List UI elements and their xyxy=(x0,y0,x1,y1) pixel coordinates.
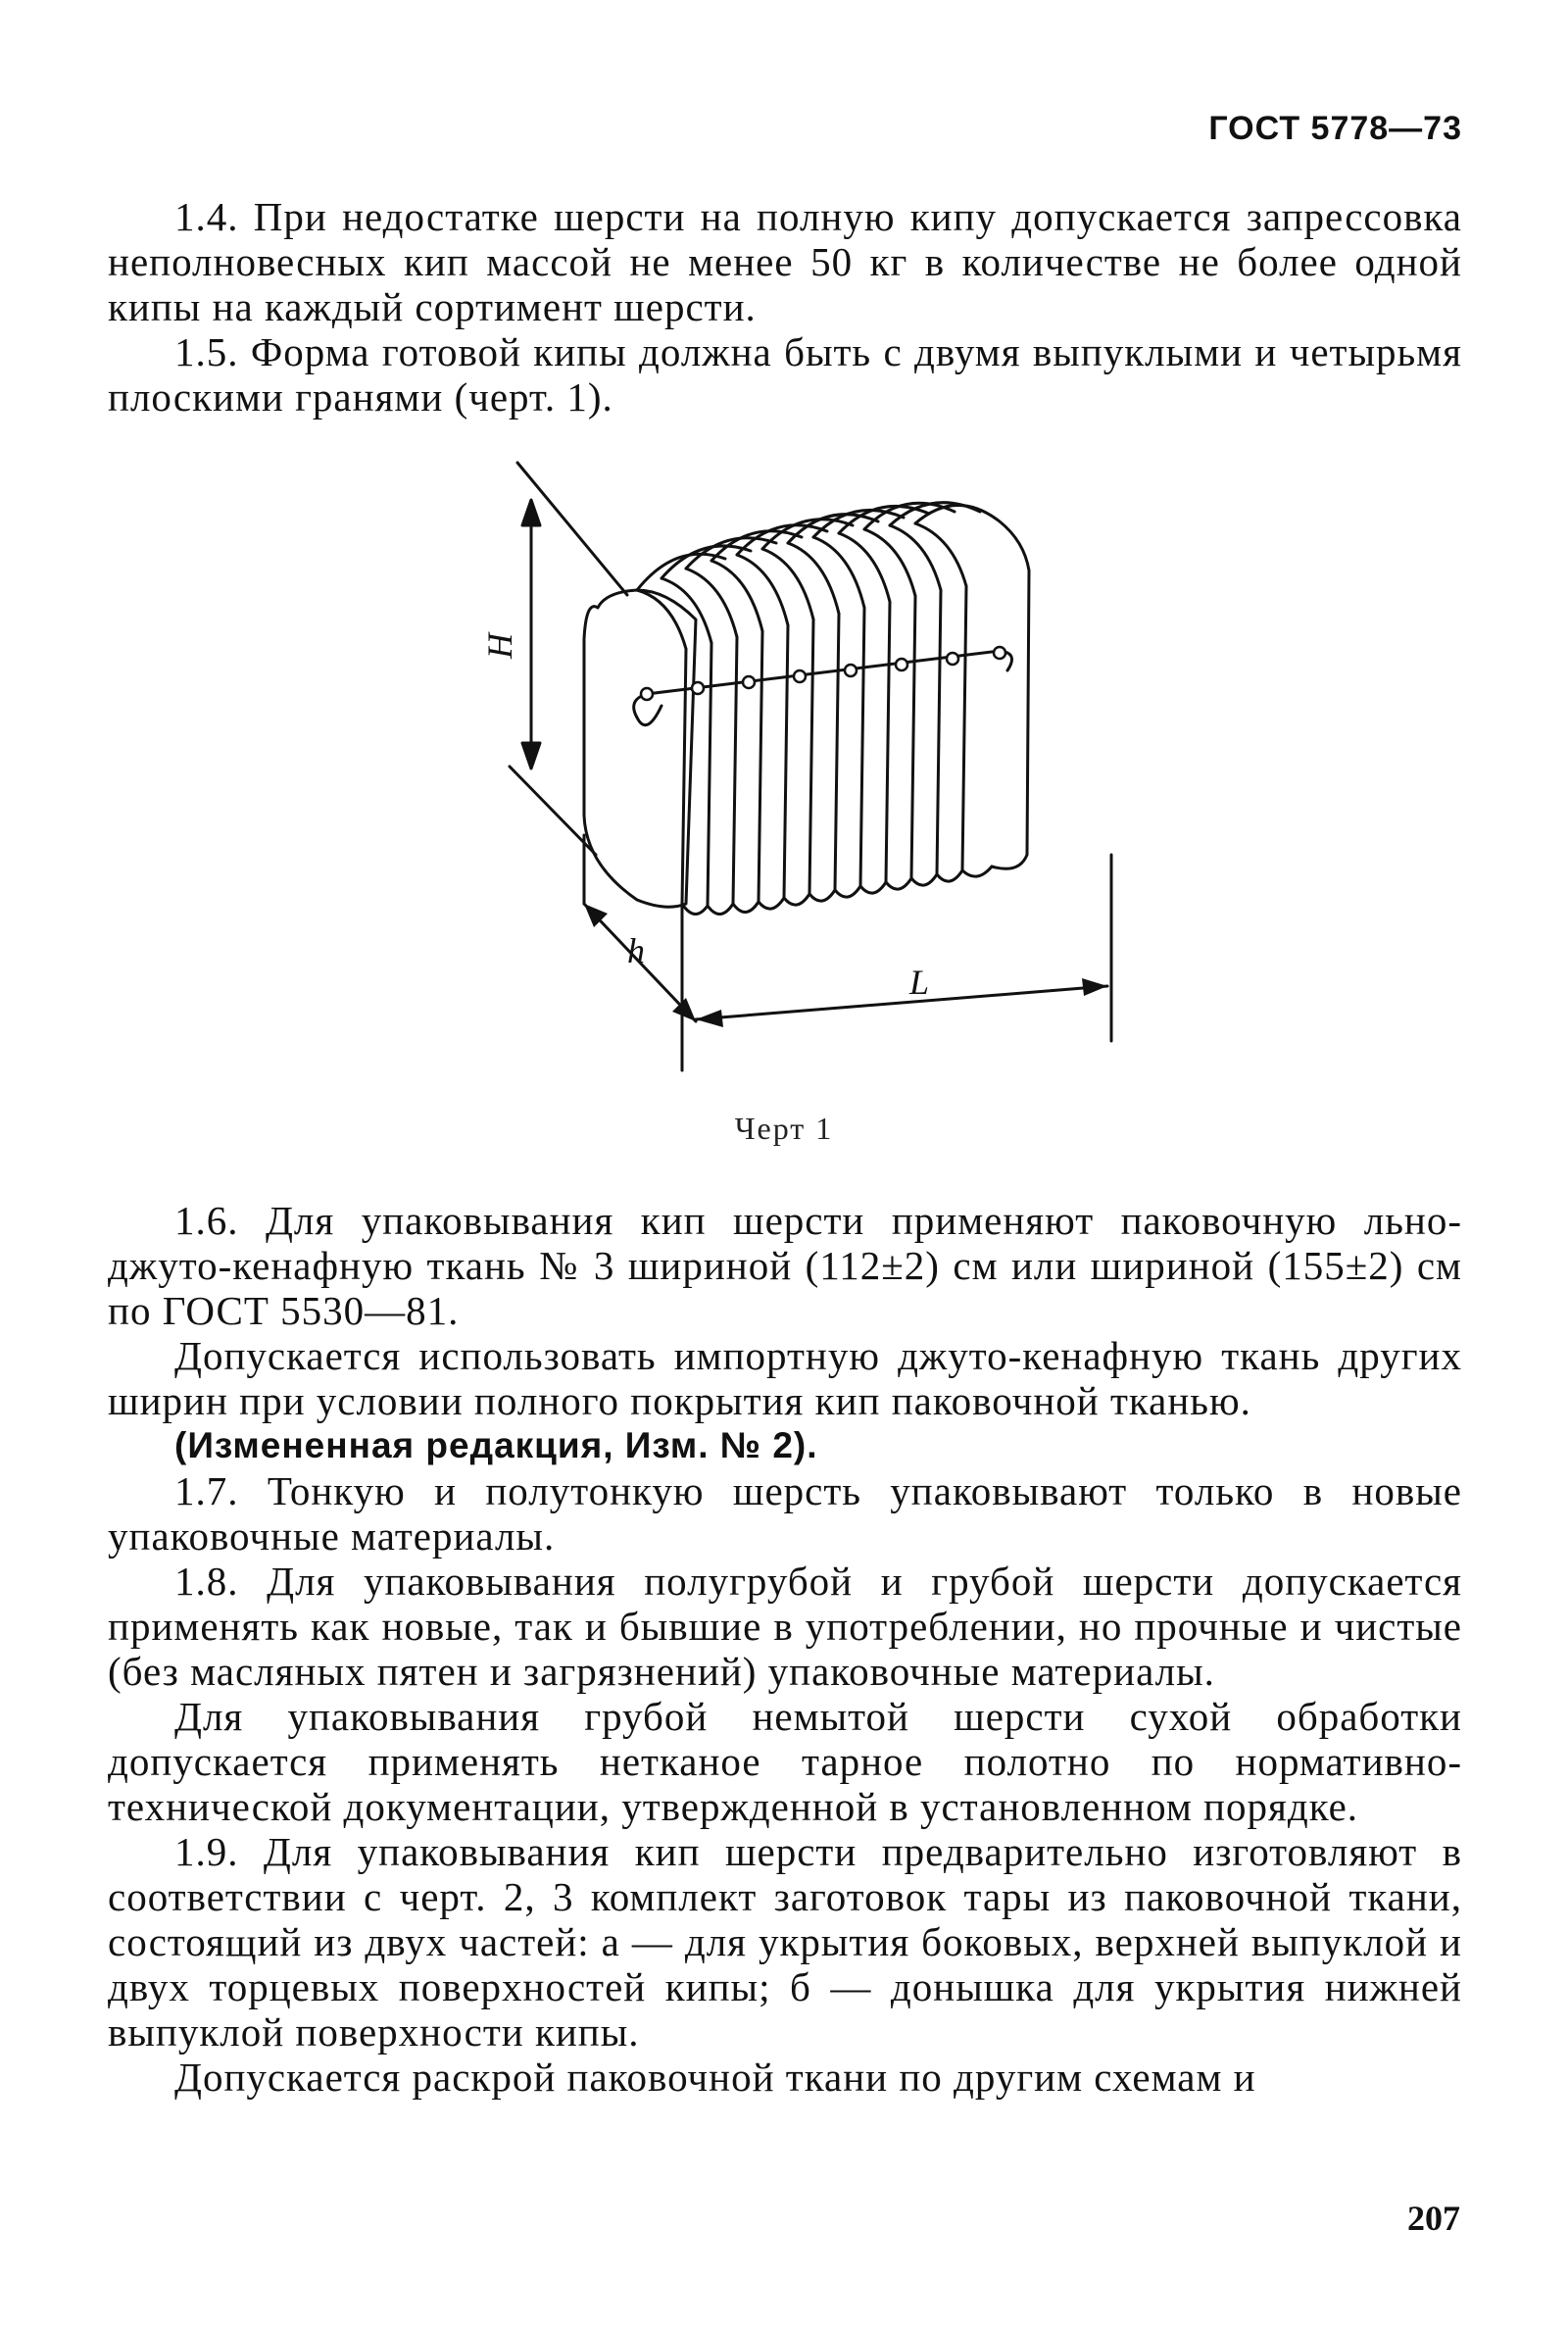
stitch-hook xyxy=(637,706,662,725)
depth-label: h xyxy=(627,931,645,970)
bale-bottom-edge xyxy=(682,867,992,915)
paragraph-1-6-continued: Допускается использовать импортную джуто-кенафную ткань других ширин при условии полного покрытия кип паковочной тканью. xyxy=(108,1333,1462,1423)
column-line xyxy=(733,637,737,904)
bale-side-edge xyxy=(992,570,1029,868)
paragraph-1-9-continued: Допускается раскрой паковочной ткани по другим схемам и xyxy=(174,2055,1256,2100)
front-rib xyxy=(915,523,966,586)
height-arrow-bottom xyxy=(522,743,540,768)
figure-caption: Черт 1 xyxy=(734,1111,834,1146)
page-number: 207 xyxy=(1407,2199,1460,2238)
column-line xyxy=(937,590,941,874)
column-line xyxy=(835,614,839,890)
paragraph-1-4: 1.4. При недостатке шерсти на полную кипу допускается запрессовка неполновесных кип массой не менее 50 кг в количестве не более одной кипы на каждый сортимент шерсти. xyxy=(108,194,1462,329)
height-label: H xyxy=(480,633,519,659)
stitch-dot xyxy=(794,670,806,682)
height-arrow-top xyxy=(522,500,540,525)
bale-drawing xyxy=(480,443,1156,1082)
text-block-bottom xyxy=(108,1198,1462,2100)
paragraph-1-7: 1.7. Тонкую и полутонкую шерсть упаковывают только в новые упаковочные материалы. xyxy=(108,1468,1462,1559)
bale-front-face xyxy=(584,590,696,907)
h-extension-top xyxy=(517,463,627,595)
column-line xyxy=(708,643,711,906)
stitch-dot xyxy=(845,665,857,676)
front-rib xyxy=(637,590,686,649)
stitch-dot xyxy=(947,653,958,665)
stitch-dot xyxy=(692,682,704,694)
stitch-dot xyxy=(994,647,1005,659)
paragraph-1-6: 1.6. Для упаковывания кип шерсти применяют паковочную льно-джуто-кенафную ткань № 3 шириной (112±2) см или шириной (155±2) см по ГОСТ 5530—81. xyxy=(108,1198,1462,1333)
bale-drawing-svg xyxy=(480,443,1156,1082)
length-dimension-line xyxy=(696,986,1107,1019)
front-rib xyxy=(864,529,915,596)
column-line xyxy=(809,619,813,894)
stitch-dot xyxy=(743,676,755,688)
column-line xyxy=(860,608,864,886)
top-rib xyxy=(915,505,1029,570)
length-label: L xyxy=(909,963,930,1002)
column-line xyxy=(886,602,890,882)
column-line xyxy=(962,586,966,870)
text-block-top xyxy=(108,194,1462,420)
document-code-header: ГОСТ 5778—73 xyxy=(1208,110,1462,147)
front-rib xyxy=(839,533,890,602)
paragraph-1-8-continued: Для упаковывания грубой немытой шерсти сухой обработки допускается применять нетканое тарное полотно по нормативно-технической документации, утвержденной в установленном порядке. xyxy=(108,1694,1462,1829)
length-arrow-end xyxy=(1082,978,1107,996)
column-line xyxy=(911,596,915,878)
column-line xyxy=(682,649,686,904)
length-arrow-start xyxy=(696,1010,723,1027)
paragraph-1-9: 1.9. Для упаковывания кип шерсти предварительно изготовляют в соответствии с черт. 2, 3 комплект заготовок тары из паковочной ткани, состоящий из двух частей: а — для укрытия боковых, верхней выпуклой и двух торцевых поверхностей кипы; б — донышка для укрытия нижней выпуклой поверхности кипы. xyxy=(108,1829,1462,2055)
stitch-dot xyxy=(896,659,907,670)
column-line xyxy=(784,625,788,898)
stitch-dot xyxy=(641,688,653,700)
paragraph-1-8: 1.8. Для упаковывания полугрубой и грубой шерсти допускается применять как новые, так и бывшие в употреблении, но прочные и чистые (без масляных пятен и загрязнений) упаковочные материалы. xyxy=(108,1559,1462,1694)
amendment-note: (Измененная редакция, Изм. № 2). xyxy=(174,1425,818,1465)
paragraph-1-5: 1.5. Форма готовой кипы должна быть с двумя выпуклыми и четырьмя плоскими гранями (черт. 1). xyxy=(108,329,1462,420)
column-line xyxy=(759,631,762,902)
